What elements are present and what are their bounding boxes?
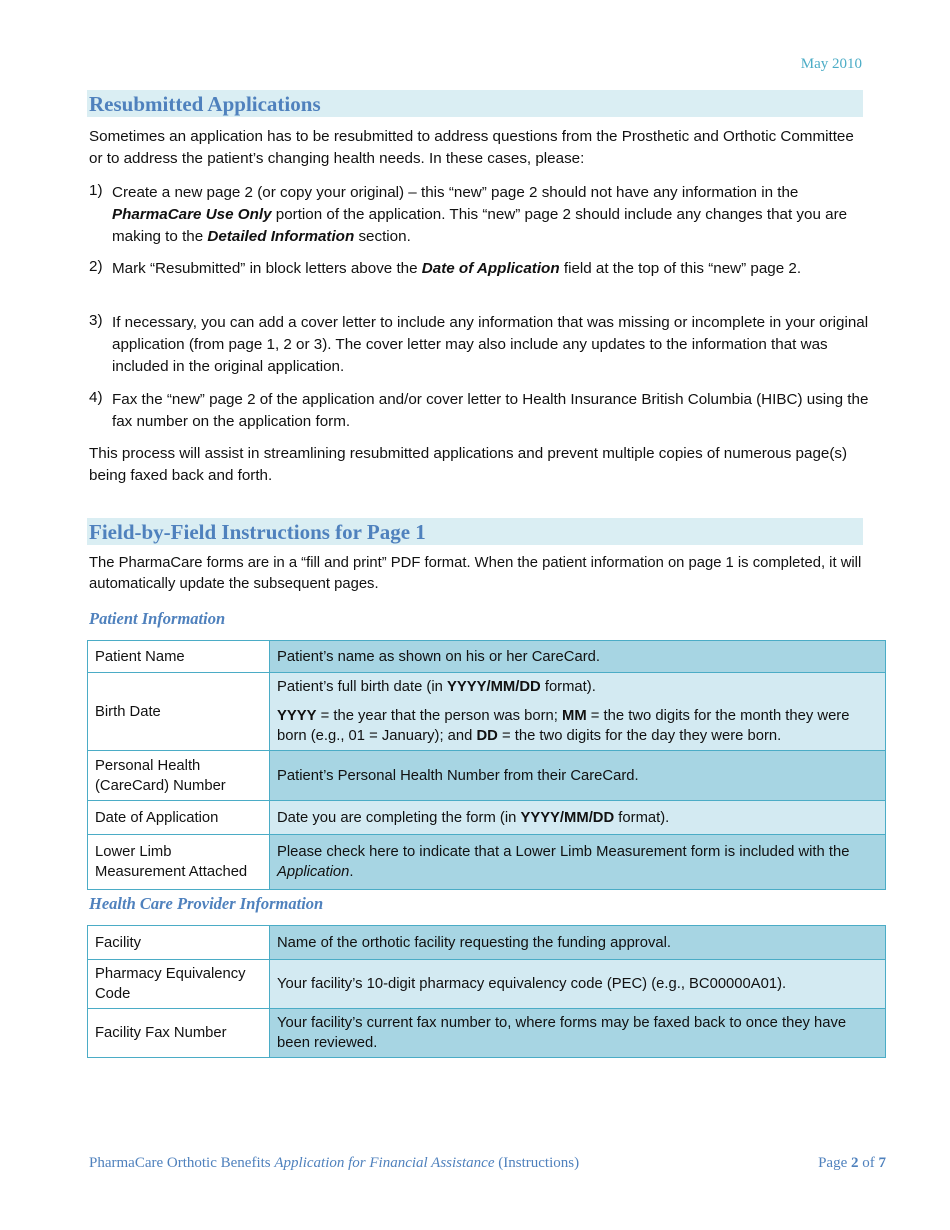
field-name: Birth Date — [88, 673, 270, 751]
table-row — [88, 641, 886, 673]
text: format). — [614, 809, 670, 826]
intro-paragraph: The PharmaCare forms are in a “fill and print” PDF format. When the patient information on page 1 is completed, it will automatically update the subsequent pages. — [89, 555, 862, 592]
field-name: Facility — [88, 926, 270, 960]
emphasis: YYYY/MM/DD — [520, 809, 615, 826]
text: field at the top of this “new” page 2. — [559, 260, 802, 277]
closing-paragraph: This process will assist in streamlining resubmitted applications and prevent multiple copies of numerous page(s) being faxed back and forth. — [89, 445, 848, 484]
text: = the two digits for the day they were born. — [497, 728, 782, 744]
field-name: Date of Application — [88, 801, 270, 835]
text: PharmaCare Orthotic Benefits — [89, 1155, 275, 1171]
table-row — [88, 751, 886, 801]
field-description: Your facility’s 10-digit pharmacy equivalency code (PEC) (e.g., BC00000A01). — [270, 960, 886, 1009]
emphasis: MM — [562, 708, 587, 724]
text: section. — [354, 228, 411, 245]
section-heading-band — [87, 518, 863, 545]
field-name: Patient Name — [88, 641, 270, 673]
list-number: 2) — [89, 258, 103, 275]
list-number: 4) — [89, 389, 103, 406]
field-name: Lower Limb Measurement Attached — [88, 835, 270, 890]
text: Date you are completing the form (in — [277, 809, 521, 826]
list-number: 3) — [89, 312, 103, 329]
list-item — [89, 182, 869, 248]
intro-paragraph: Sometimes an application has to be resubmitted to address questions from the Prosthetic and Orthotic Committee or to address the patient’s changing health needs. In these cases, please: — [89, 128, 854, 167]
emphasis: Application — [277, 864, 350, 880]
table-row — [88, 960, 886, 1009]
current-page: 2 — [851, 1155, 859, 1171]
table-row — [88, 1009, 886, 1058]
text: of — [858, 1155, 879, 1171]
text: If necessary, you can add a cover letter to include any information that was missing or incomplete in your original application (from page 1, 2 or 3). The cover letter may also include any updates to the information that was included in the original application. — [112, 314, 869, 375]
text: Mark “Resubmitted” in block letters above the — [112, 260, 422, 277]
list-number: 1) — [89, 182, 103, 199]
list-item — [89, 258, 869, 280]
field-description — [270, 673, 886, 751]
footer-title — [89, 1155, 579, 1172]
table-row — [88, 801, 886, 835]
emphasis: Application for Financial Assistance — [274, 1155, 495, 1171]
field-description: Patient’s Personal Health Number from their CareCard. — [270, 751, 886, 801]
field-name: Facility Fax Number — [88, 1009, 270, 1058]
table-row — [88, 673, 886, 751]
list-item — [89, 312, 869, 378]
patient-info-table — [87, 640, 886, 890]
emphasis: Detailed Information — [207, 228, 355, 245]
text: (Instructions) — [494, 1155, 580, 1171]
field-description — [270, 801, 886, 835]
subsection-title: Patient Information — [89, 609, 226, 628]
section-title: Resubmitted Applications — [89, 92, 321, 116]
field-description — [270, 835, 886, 890]
emphasis: YYYY/MM/DD — [446, 679, 541, 695]
text: = the year that the person was born; — [316, 708, 563, 724]
table-row — [88, 926, 886, 960]
provider-info-table — [87, 925, 886, 1058]
document-date: May 2010 — [800, 56, 862, 72]
text: Create a new page 2 (or copy your original) – this “new” page 2 should not have any information in the — [112, 184, 799, 201]
text: Patient’s full birth date (in — [277, 679, 447, 695]
field-description: Patient’s name as shown on his or her CareCard. — [270, 641, 886, 673]
field-description: Name of the orthotic facility requesting the funding approval. — [270, 926, 886, 960]
table-row — [88, 835, 886, 890]
text: = the two digits for the month they were born (e.g., 01 = January); and — [277, 708, 850, 744]
emphasis: PharmaCare Use Only — [112, 206, 272, 223]
emphasis: YYYY — [277, 708, 317, 724]
section-heading-band — [87, 90, 863, 117]
total-pages: 7 — [878, 1155, 886, 1171]
list-item — [89, 389, 869, 433]
section-title: Field-by-Field Instructions for Page 1 — [89, 520, 426, 544]
field-description: Your facility’s current fax number to, where forms may be faxed back to once they have been reviewed. — [270, 1009, 886, 1058]
emphasis: Date of Application — [421, 260, 560, 277]
text: Please check here to indicate that a Lower Limb Measurement form is included with the — [277, 844, 850, 860]
subsection-title: Health Care Provider Information — [89, 894, 324, 913]
emphasis: DD — [476, 728, 498, 744]
field-name: Personal Health (CareCard) Number — [88, 751, 270, 801]
text: Fax the “new” page 2 of the application and/or cover letter to Health Insurance British Columbia (HIBC) using the fax number on the application form. — [112, 391, 869, 430]
text: portion of the application. This “new” page 2 should include any changes that you are making to the — [112, 206, 848, 245]
text: . — [349, 864, 354, 880]
field-name: Pharmacy Equivalency Code — [88, 960, 270, 1009]
page-number — [818, 1155, 886, 1172]
text: format). — [540, 679, 596, 695]
text: Page — [818, 1155, 851, 1171]
